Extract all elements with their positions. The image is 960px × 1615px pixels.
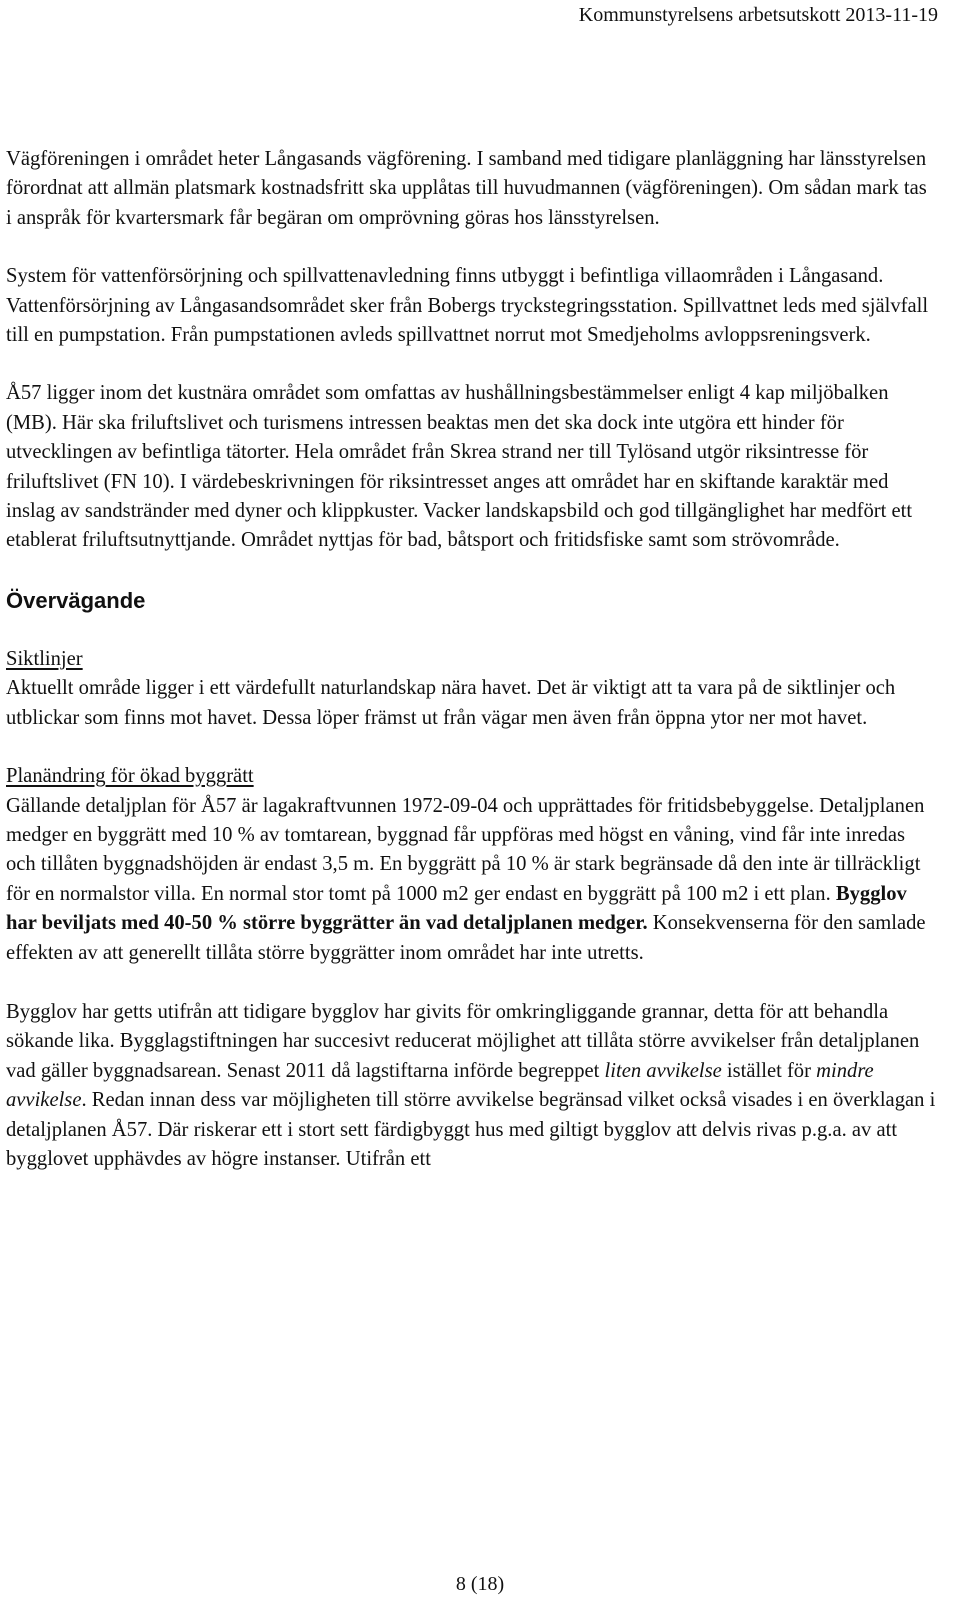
- bygglov-text-3: . Redan innan dess var möjligheten till större avvikelse begränsad vilket också visades i en överklagan i detaljplanen Å57. Där riskerar ett i stort sett färdigbyggt hus med giltigt bygglov att delvis rivas p.g.a. av att bygglovet upphävdes av högre instanser. Utifrån ett: [6, 1089, 936, 1170]
- running-header: Kommunstyrelsens arbetsutskott 2013-11-19: [578, 4, 938, 26]
- planandring-text-after: Konsekvenserna för den samlade effekten av att generellt tillåta större byggrätter inom området har inte utretts.: [6, 912, 926, 964]
- subheading-planandring: Planändring för ökad byggrätt: [6, 765, 254, 788]
- document-body: [6, 145, 936, 1174]
- paragraph-vagforening: Vägföreningen i området heter Långasands vägförening. I samband med tidigare planläggning har länsstyrelsen förordnat att allmän platsmark kostnadsfritt ska upplåtas till huvudmannen (vägföreningen). Om sådan mark tas i anspråk för kvartersmark får begäran om omprövning göras hos länsstyrelsen.: [6, 148, 927, 229]
- planandring-bold-statement: Bygglov har beviljats med 40-50 % större byggrätter än vad detaljplanen medger.: [6, 882, 907, 935]
- paragraph-bygglov: [6, 998, 936, 1174]
- page-number: 8 (18): [455, 1573, 505, 1595]
- subheading-siktlinjer: Siktlinjer: [6, 647, 83, 670]
- bygglov-text-2: istället för: [721, 1059, 817, 1082]
- paragraph-planandring: [6, 792, 936, 968]
- bygglov-term-mindre-avvikelse: mindre avvikelse: [6, 1059, 874, 1112]
- planandring-text-before: Gällande detaljplan för Å57 är lagakraftvunnen 1972-09-04 och upprättades för fritidsbebyggelse. Detaljplanen medger en byggrätt med 10 % av tomtarean, byggnad får uppföras med högst en våning, vind får inte inredas och tillåten byggnadshöjden är endast 3,5 m. En byggrätt på 10 % är stark begränsade då den inte är tillräckligt för en normalstor villa. En normal stor tomt på 1000 m2 ger endast en byggrätt på 100 m2 i ett plan.: [6, 794, 925, 905]
- subsection-planandring: [6, 762, 936, 968]
- paragraph-siktlinjer: Aktuellt område ligger i ett värdefullt naturlandskap nära havet. Det är viktigt att ta vara på de siktlinjer och utblickar som finns mot havet. Dessa löper främst ut från vägar men även från öppna ytor ner mot havet.: [6, 677, 896, 729]
- section-heading-overvagande: Övervägande: [6, 587, 146, 613]
- paragraph-vattenforsorjning: System för vattenförsörjning och spillvattenavledning finns utbyggt i befintliga villaområden i Långasand. Vattenförsörjning av Långasandsområdet sker från Bobergs tryckstegringsstation. Spillvattnet leds med självfall till en pumpstation. Från pumpstationen avleds spillvattnet norrut mot Smedjeholms avloppsreningsverk.: [6, 265, 929, 347]
- bygglov-text-1: Bygglov har getts utifrån att tidigare bygglov har givits för omkringliggande grannar, detta för att behandla sökande lika. Bygglagstiftningen har succesivt reducerat möjlighet att tillåta större avvikelser från detaljplanen vad gäller byggnadsarean. Senast 2011 då lagstiftarna införde begreppet: [6, 1000, 920, 1082]
- paragraph-riksintresse: Å57 ligger inom det kustnära området som omfattas av hushållningsbestämmelser enligt 4 kap miljöbalken (MB). Här ska friluftslivet och turismens intressen beaktas men det ska dock inte utgöra ett hinder för utvecklingen av befintliga tätorter. Hela området från Skrea strand ner till Tylösand utgör riksintresse för friluftslivet (FN 10). I värdebeskrivningen för riksintresset anges att området har en skiftande karaktär med inslag av sandstränder med dyner och klippkuster. Vacker landskapsbild och god tillgänglighet har medfört ett etablerat friluftsutnyttjande. Området nyttjas för bad, båtsport och fritidsfiske samt som strövområde.: [6, 382, 913, 552]
- subsection-siktlinjer: [6, 645, 936, 733]
- bygglov-term-liten-avvikelse: liten avvikelse: [604, 1059, 722, 1082]
